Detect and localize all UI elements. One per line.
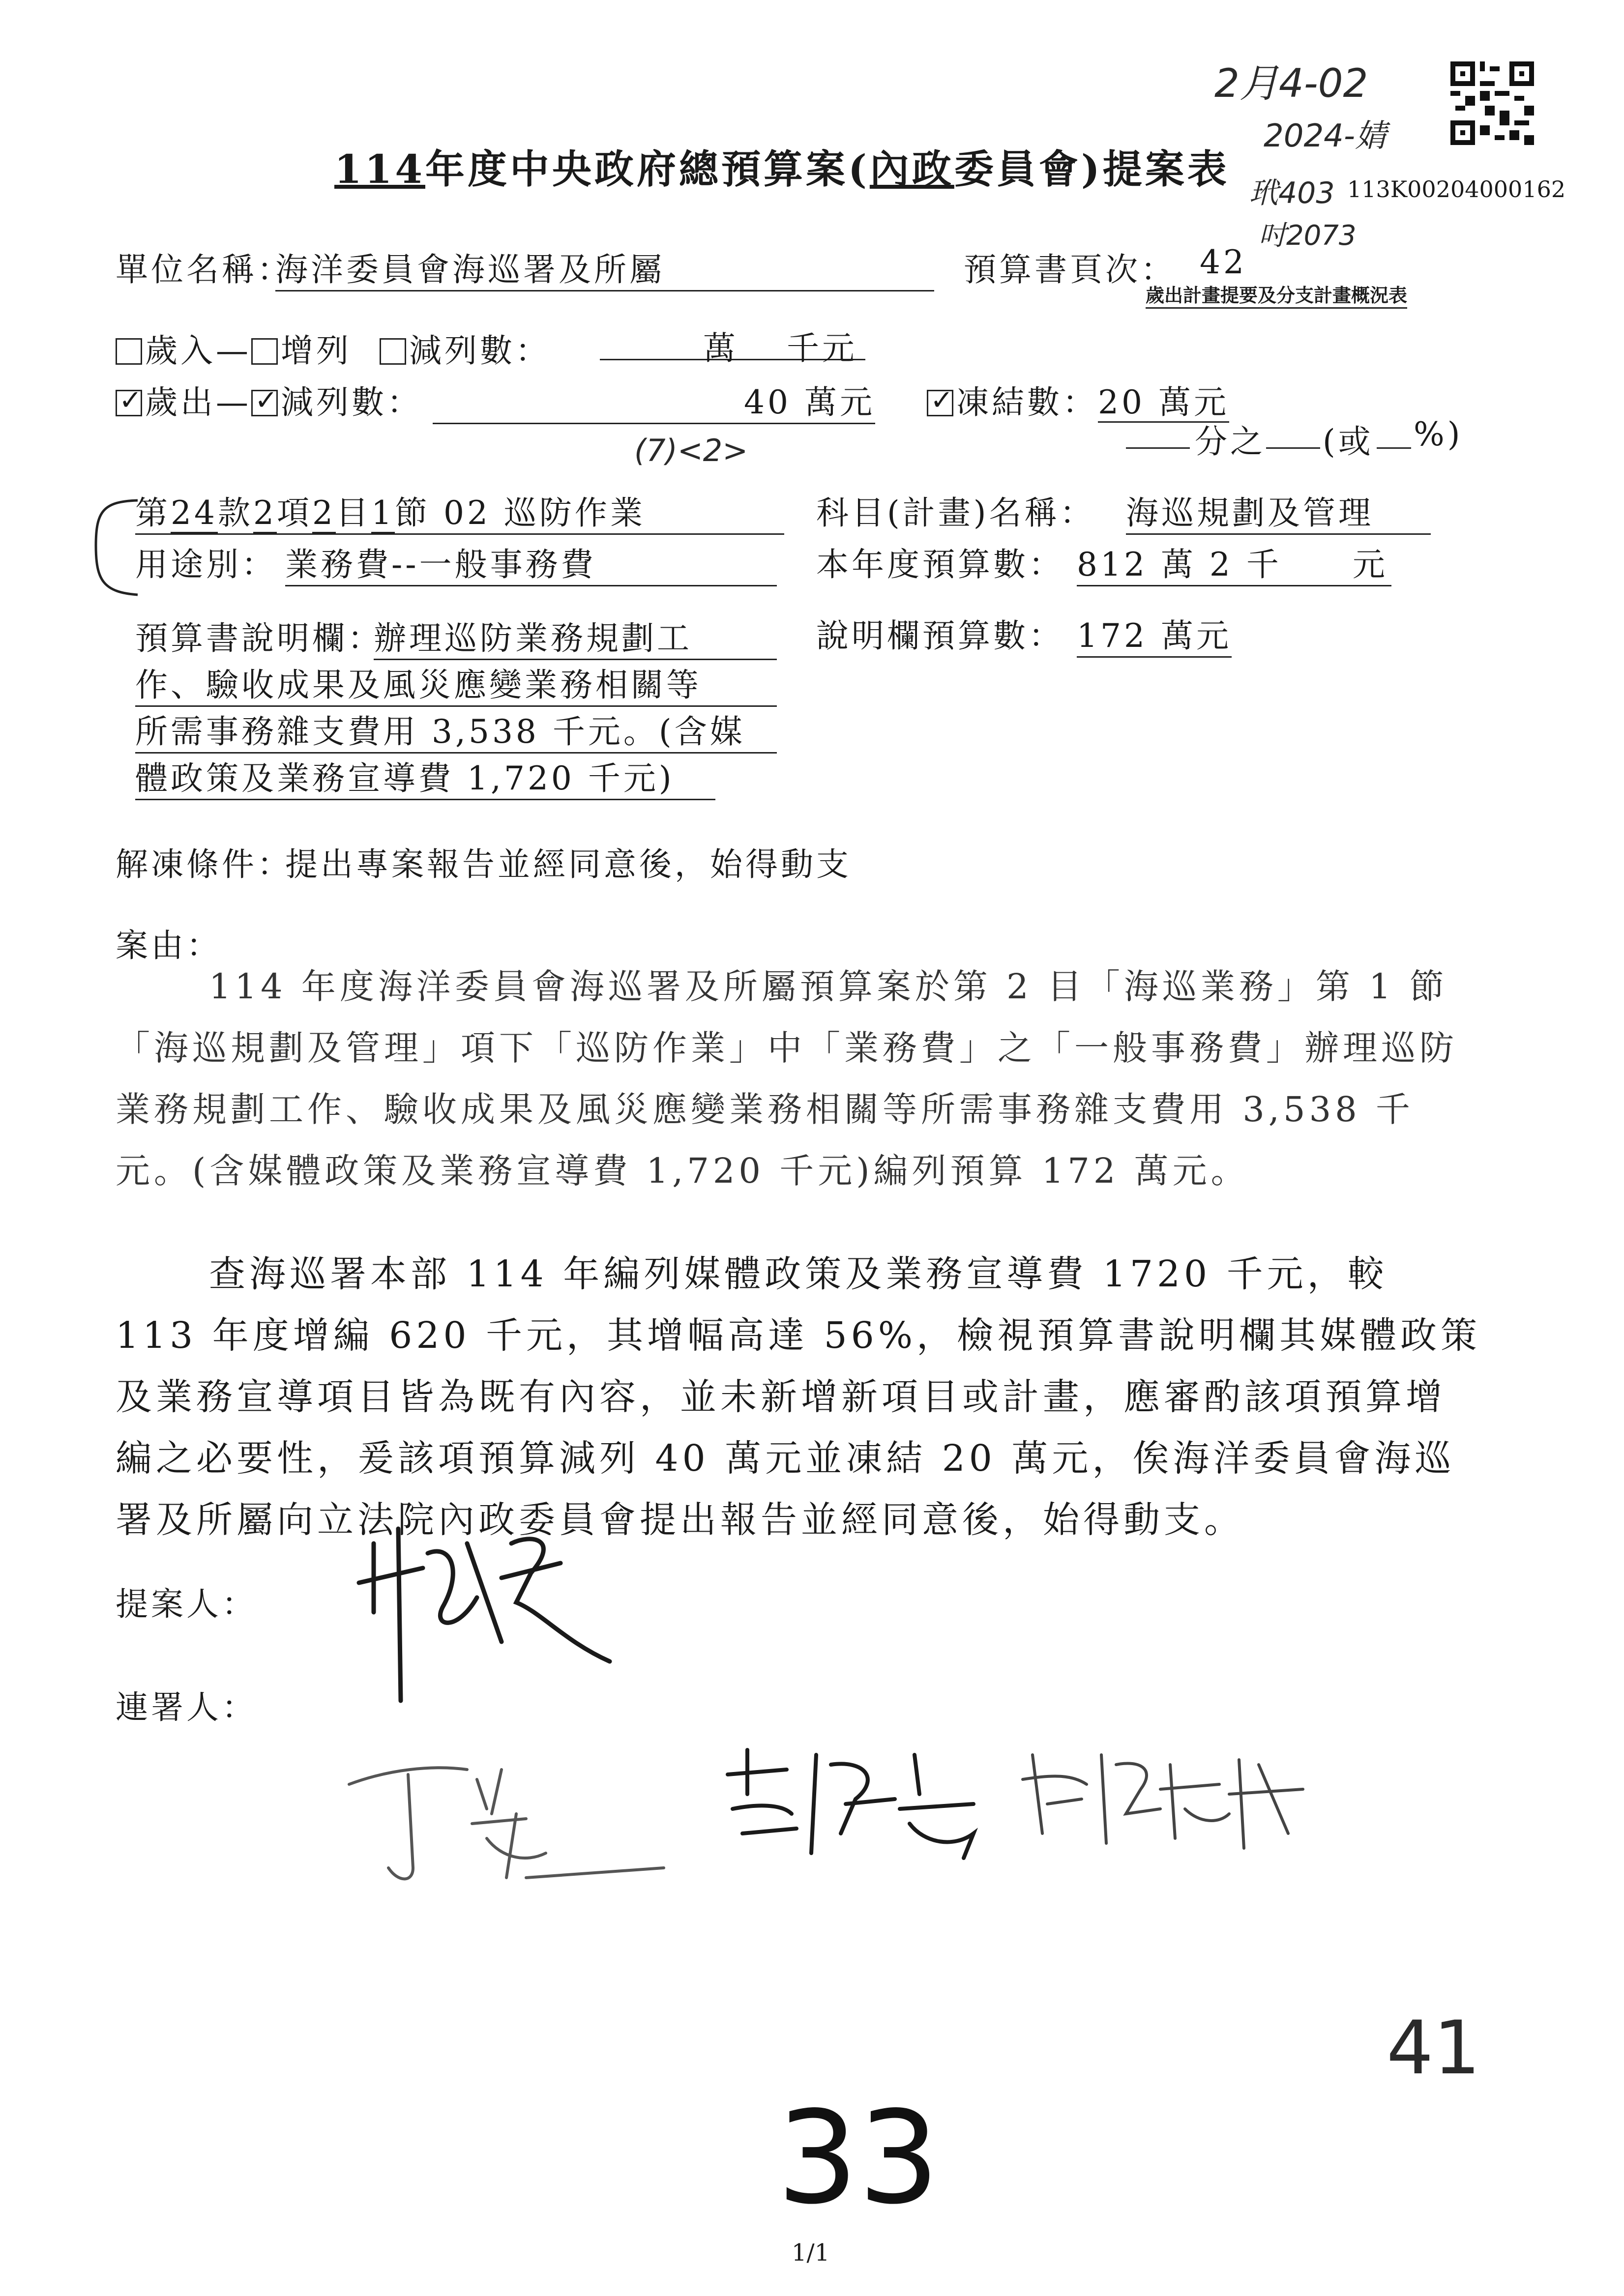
freeze-label: 凍結數： bbox=[956, 383, 1098, 421]
revenue-decrease-checkbox[interactable] bbox=[380, 338, 406, 365]
revenue-label: 歲入— bbox=[145, 332, 251, 370]
ratio-blank-3 bbox=[1377, 415, 1411, 449]
reason-para2-text: 查海巡署本部 114 年編列媒體政策及業務宣導費 1720 千元，較 113 年度增編 620 千元，其增幅高達 56%，檢視預算書說明欄其媒體政策及業務宣導項目皆為既有內容，並未新增新項目或計畫，應審酌該項預算增編之必要性，爰該項預算減列 40 萬元並凍結 20 萬元，俟海洋委員會海巡署及所屬向立法院內政委員會提出報告並經同意後，始得動支。 bbox=[116, 1253, 1481, 1541]
page-value: 42 bbox=[1200, 243, 1247, 281]
page-label: 預算書頁次： bbox=[964, 251, 1176, 289]
program-value: 02 巡防作業 bbox=[443, 494, 646, 532]
unit-value: 海洋委員會海巡署及所屬 bbox=[275, 243, 934, 291]
jie-value: 1 bbox=[371, 494, 395, 533]
ratio-percent: %) bbox=[1414, 415, 1463, 453]
mu-value: 2 bbox=[312, 494, 336, 533]
desc-budget-value: 172 萬元 bbox=[1077, 610, 1232, 658]
page-title bbox=[334, 138, 1230, 194]
handnote-ref: (7)<2> bbox=[634, 433, 748, 468]
jie-suffix: 節 bbox=[394, 494, 430, 532]
freeze-value: 20 萬元 bbox=[1098, 383, 1229, 423]
cosigner-signature-2 bbox=[718, 1735, 993, 1873]
thaw-label: 解凍條件： bbox=[116, 845, 293, 883]
ratio-blank-2 bbox=[1266, 415, 1320, 449]
title-year: 114 bbox=[334, 146, 425, 192]
title-committee: 內政 bbox=[869, 146, 954, 192]
desc-line-3: 所需事務雜支費用 3,538 千元。(含媒 bbox=[135, 705, 777, 754]
kuan-label: 第 bbox=[135, 494, 171, 532]
qr-code bbox=[1450, 61, 1534, 145]
desc-budget-label: 說明欄預算數： bbox=[816, 617, 1064, 655]
use-label: 用途別： bbox=[135, 546, 277, 583]
unit-label: 單位名稱： bbox=[116, 251, 293, 289]
big-number: 33 bbox=[777, 2084, 940, 2233]
budget-line bbox=[135, 487, 784, 535]
title-text-b: 委員會)提案表 bbox=[954, 146, 1230, 192]
year-budget-label: 本年度預算數： bbox=[816, 546, 1064, 583]
use-value: 業務費--一般事務費 bbox=[285, 538, 777, 586]
ratio-fraction: 分之 bbox=[1195, 423, 1266, 461]
expense-decrease-checkbox[interactable] bbox=[251, 390, 278, 416]
stamp-line4: 吋2073 bbox=[1259, 220, 1357, 252]
reason-paragraph-2 bbox=[116, 1244, 1482, 1551]
proposer-signature bbox=[354, 1514, 629, 1711]
desc-label: 預算書說明欄： bbox=[135, 619, 383, 657]
reason-para1-text: 114 年度海洋委員會海巡署及所屬預算案於第 2 目「海巡業務」第 1 節「海巡規劃及管理」項下「巡防作業」中「業務費」之「一般事務費」辦理巡防業務規劃工作、驗收成果及風災應變業務相關等所需事務雜支費用 3,538 千元。(含媒體政策及業務宣導費 1,720 千元)編列預算 172 萬元。 bbox=[116, 966, 1458, 1191]
desc-line-4: 體政策及業務宣導費 1,720 千元) bbox=[135, 752, 715, 800]
xiang-label: 款 bbox=[217, 494, 253, 532]
expense-label: 歲出— bbox=[145, 383, 251, 421]
revenue-unit-qian: 千元 bbox=[787, 329, 857, 367]
subject-value: 海巡規劃及管理 bbox=[1126, 487, 1431, 535]
ratio-or: (或 bbox=[1323, 423, 1374, 461]
cosigner-signature-1 bbox=[339, 1740, 674, 1897]
subject-label: 科目(計畫)名稱： bbox=[816, 494, 1095, 532]
desc-line-1: 辦理巡防業務規劃工 bbox=[374, 612, 777, 660]
thaw-value: 提出專案報告並經同意後，始得動支 bbox=[285, 845, 852, 883]
page-handwritten: 41 bbox=[1387, 2005, 1480, 2091]
expense-checkbox[interactable] bbox=[116, 390, 142, 416]
mu-label: 項 bbox=[276, 494, 312, 532]
stamp-date: 2月4-02 bbox=[1214, 60, 1368, 106]
document-code: 113K00204000162 bbox=[1347, 176, 1566, 203]
desc-line-2: 作、驗收成果及風災應變業務相關等 bbox=[135, 659, 777, 707]
revenue-unit-wan: 萬 bbox=[703, 329, 738, 367]
revenue-decrease-label: 減列數： bbox=[409, 332, 551, 370]
kuan-value: 24 bbox=[171, 494, 218, 533]
page-note: 歲出計畫提要及分支計畫概況表 bbox=[1146, 280, 1407, 309]
reason-paragraph-1 bbox=[116, 956, 1482, 1202]
ratio-blank-1 bbox=[1126, 415, 1190, 449]
expense-row bbox=[116, 376, 422, 423]
revenue-checkbox[interactable] bbox=[116, 338, 142, 365]
proposer-label: 提案人： bbox=[116, 1585, 257, 1623]
cosigner-label: 連署人： bbox=[116, 1688, 257, 1726]
reason-label: 案由： bbox=[116, 927, 222, 964]
revenue-row bbox=[116, 324, 551, 371]
revenue-increase-checkbox[interactable] bbox=[251, 338, 278, 365]
xiang-value: 2 bbox=[253, 494, 277, 533]
stamp-line2: 2024-婧 bbox=[1264, 118, 1387, 154]
jie-label: 目 bbox=[335, 494, 371, 532]
hand-bracket bbox=[89, 496, 143, 600]
cosigner-signature-3 bbox=[1013, 1735, 1318, 1863]
revenue-increase-label: 增列 bbox=[281, 332, 352, 370]
year-budget-value: 812 萬 2 千 元 bbox=[1077, 538, 1391, 586]
expense-decrease-label: 減列數： bbox=[281, 383, 422, 421]
title-text-a: 年度中央政府總預算案( bbox=[425, 146, 870, 192]
freeze-checkbox[interactable] bbox=[927, 390, 953, 416]
page-count: 1/1 bbox=[792, 2239, 830, 2267]
stamp-line3: 玳403 bbox=[1249, 176, 1335, 210]
expense-decrease-value: 40 萬元 bbox=[433, 376, 875, 424]
